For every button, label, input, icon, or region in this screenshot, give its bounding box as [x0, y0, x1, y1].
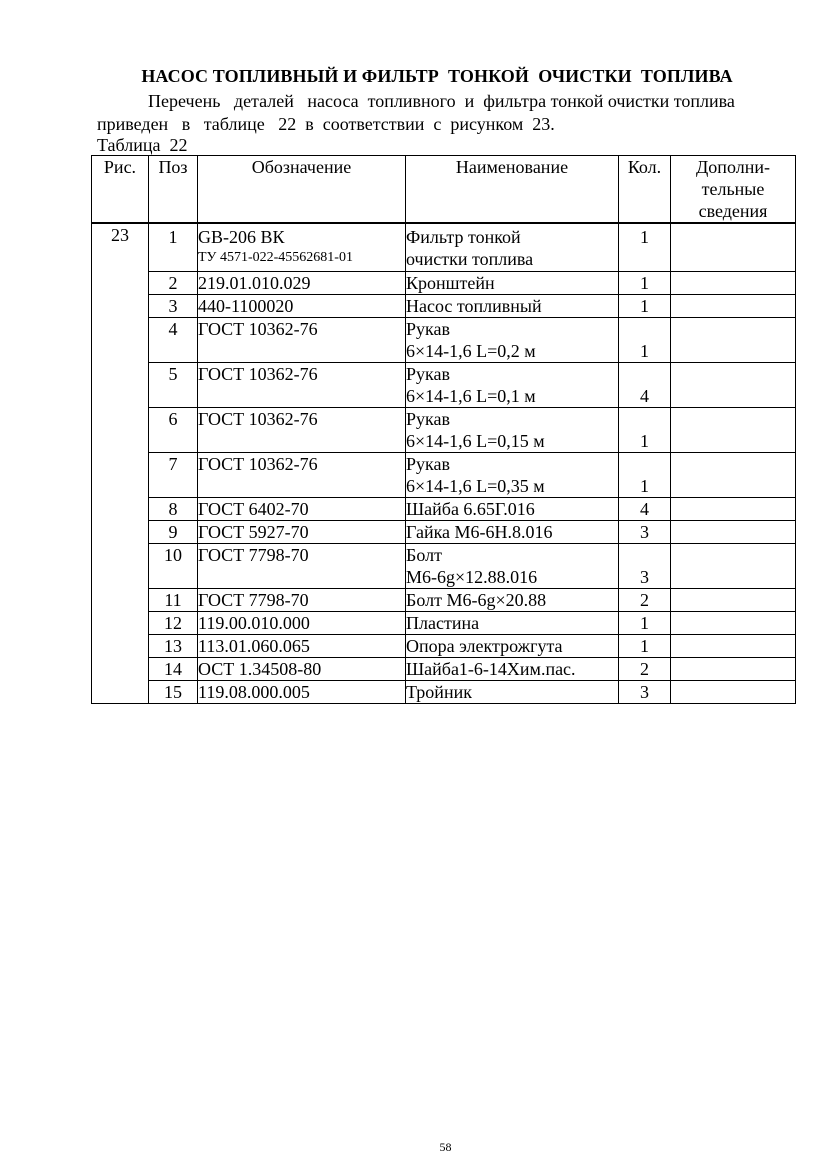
cell-additional	[671, 223, 796, 272]
cell-qty: 1	[619, 223, 671, 272]
cell-qty: 1	[619, 453, 671, 498]
cell-qty: 2	[619, 658, 671, 681]
cell-qty: 2	[619, 589, 671, 612]
cell-designation: ГОСТ 10362-76	[198, 318, 406, 363]
table-row	[92, 544, 796, 589]
cell-name	[406, 453, 619, 498]
cell-pos: 9	[149, 521, 198, 544]
cell-name	[406, 408, 619, 453]
table-row	[92, 223, 796, 272]
header-fig: Рис.	[92, 156, 149, 224]
table-row	[92, 658, 796, 681]
cell-designation: ОСТ 1.34508-80	[198, 658, 406, 681]
table-row	[92, 521, 796, 544]
table-row	[92, 363, 796, 408]
cell-additional	[671, 318, 796, 363]
name-line-1: Рукав	[406, 364, 450, 384]
cell-designation: 119.08.000.005	[198, 681, 406, 704]
cell-qty: 4	[619, 498, 671, 521]
designation-sub: ТУ 4571-022-45562681-01	[198, 250, 353, 265]
name-line-1: Болт	[406, 545, 442, 565]
cell-qty: 3	[619, 544, 671, 589]
cell-name: Пластина	[406, 612, 619, 635]
cell-qty: 1	[619, 318, 671, 363]
cell-name	[406, 363, 619, 408]
cell-designation: ГОСТ 10362-76	[198, 408, 406, 453]
cell-additional	[671, 521, 796, 544]
table-row	[92, 408, 796, 453]
cell-pos: 8	[149, 498, 198, 521]
cell-additional	[671, 295, 796, 318]
cell-designation: ГОСТ 5927-70	[198, 521, 406, 544]
cell-additional	[671, 658, 796, 681]
cell-pos: 11	[149, 589, 198, 612]
cell-designation: 440-1100020	[198, 295, 406, 318]
name-line-2: 6×14-1,6 L=0,1 м	[406, 386, 536, 406]
header-pos: Поз	[149, 156, 198, 224]
name-line-1: Рукав	[406, 319, 450, 339]
cell-pos: 3	[149, 295, 198, 318]
cell-qty: 1	[619, 272, 671, 295]
table-row	[92, 318, 796, 363]
name-line-1: Фильтр тонкой	[406, 227, 521, 247]
table-row	[92, 453, 796, 498]
cell-additional	[671, 363, 796, 408]
cell-additional	[671, 681, 796, 704]
table-row	[92, 635, 796, 658]
header-qty: Кол.	[619, 156, 671, 224]
cell-additional	[671, 635, 796, 658]
cell-pos: 15	[149, 681, 198, 704]
intro-text-line-1: Перечень деталей насоса топливного и фильтра тонкой очистки топлива	[148, 91, 735, 111]
cell-additional	[671, 589, 796, 612]
name-line-2: 6×14-1,6 L=0,15 м	[406, 431, 545, 451]
name-line-1: Рукав	[406, 454, 450, 474]
cell-name	[406, 318, 619, 363]
table-row	[92, 272, 796, 295]
cell-qty: 3	[619, 521, 671, 544]
cell-additional	[671, 612, 796, 635]
cell-name: Шайба 6.65Г.016	[406, 498, 619, 521]
cell-pos: 13	[149, 635, 198, 658]
table-row	[92, 681, 796, 704]
cell-pos: 12	[149, 612, 198, 635]
table-caption: Таблица 22	[97, 135, 188, 155]
cell-name: Болт М6-6g×20.88	[406, 589, 619, 612]
name-line-2: М6-6g×12.88.016	[406, 567, 538, 587]
cell-designation: 219.01.010.029	[198, 272, 406, 295]
cell-additional	[671, 272, 796, 295]
cell-additional	[671, 408, 796, 453]
designation-main: GB-206 ВК	[198, 227, 285, 247]
cell-qty: 1	[619, 295, 671, 318]
page-number: 58	[439, 1140, 452, 1154]
table-row	[92, 295, 796, 318]
name-line-1: Рукав	[406, 409, 450, 429]
table-header-row	[92, 156, 796, 224]
cell-designation: 113.01.060.065	[198, 635, 406, 658]
cell-pos: 14	[149, 658, 198, 681]
header-designation: Обозначение	[198, 156, 406, 224]
figure-number: 23	[92, 223, 149, 704]
table-row	[92, 498, 796, 521]
cell-qty: 4	[619, 363, 671, 408]
cell-qty: 1	[619, 612, 671, 635]
header-name: Наименование	[406, 156, 619, 224]
cell-pos: 10	[149, 544, 198, 589]
table-row	[92, 612, 796, 635]
cell-designation: 119.00.010.000	[198, 612, 406, 635]
cell-pos: 2	[149, 272, 198, 295]
name-line-2: 6×14-1,6 L=0,2 м	[406, 341, 536, 361]
table-row	[92, 589, 796, 612]
cell-name: Кронштейн	[406, 272, 619, 295]
cell-name: Тройник	[406, 681, 619, 704]
header-additional: Дополни- тельные сведения	[671, 156, 796, 224]
cell-designation: ГОСТ 10362-76	[198, 453, 406, 498]
cell-additional	[671, 498, 796, 521]
cell-designation	[198, 223, 406, 272]
cell-name: Насос топливный	[406, 295, 619, 318]
cell-name: Шайба1-6-14Хим.пас.	[406, 658, 619, 681]
cell-name	[406, 223, 619, 272]
cell-additional	[671, 453, 796, 498]
cell-pos: 7	[149, 453, 198, 498]
name-line-2: очистки топлива	[406, 249, 534, 269]
cell-pos: 5	[149, 363, 198, 408]
intro-text-line-2: приведен в таблице 22 в соответствии с рисунком 23.	[97, 114, 555, 134]
cell-designation: ГОСТ 7798-70	[198, 589, 406, 612]
parts-table	[91, 155, 796, 704]
cell-qty: 1	[619, 408, 671, 453]
cell-qty: 1	[619, 635, 671, 658]
cell-name	[406, 544, 619, 589]
cell-pos: 1	[149, 223, 198, 272]
cell-designation: ГОСТ 6402-70	[198, 498, 406, 521]
cell-additional	[671, 544, 796, 589]
cell-designation: ГОСТ 7798-70	[198, 544, 406, 589]
page-title: НАСОС ТОПЛИВНЫЙ И ФИЛЬТР ТОНКОЙ ОЧИСТКИ ТОПЛИВА	[141, 66, 733, 86]
cell-pos: 4	[149, 318, 198, 363]
cell-pos: 6	[149, 408, 198, 453]
cell-qty: 3	[619, 681, 671, 704]
cell-name: Опора электрожгута	[406, 635, 619, 658]
cell-name: Гайка М6-6Н.8.016	[406, 521, 619, 544]
name-line-2: 6×14-1,6 L=0,35 м	[406, 476, 545, 496]
cell-designation: ГОСТ 10362-76	[198, 363, 406, 408]
